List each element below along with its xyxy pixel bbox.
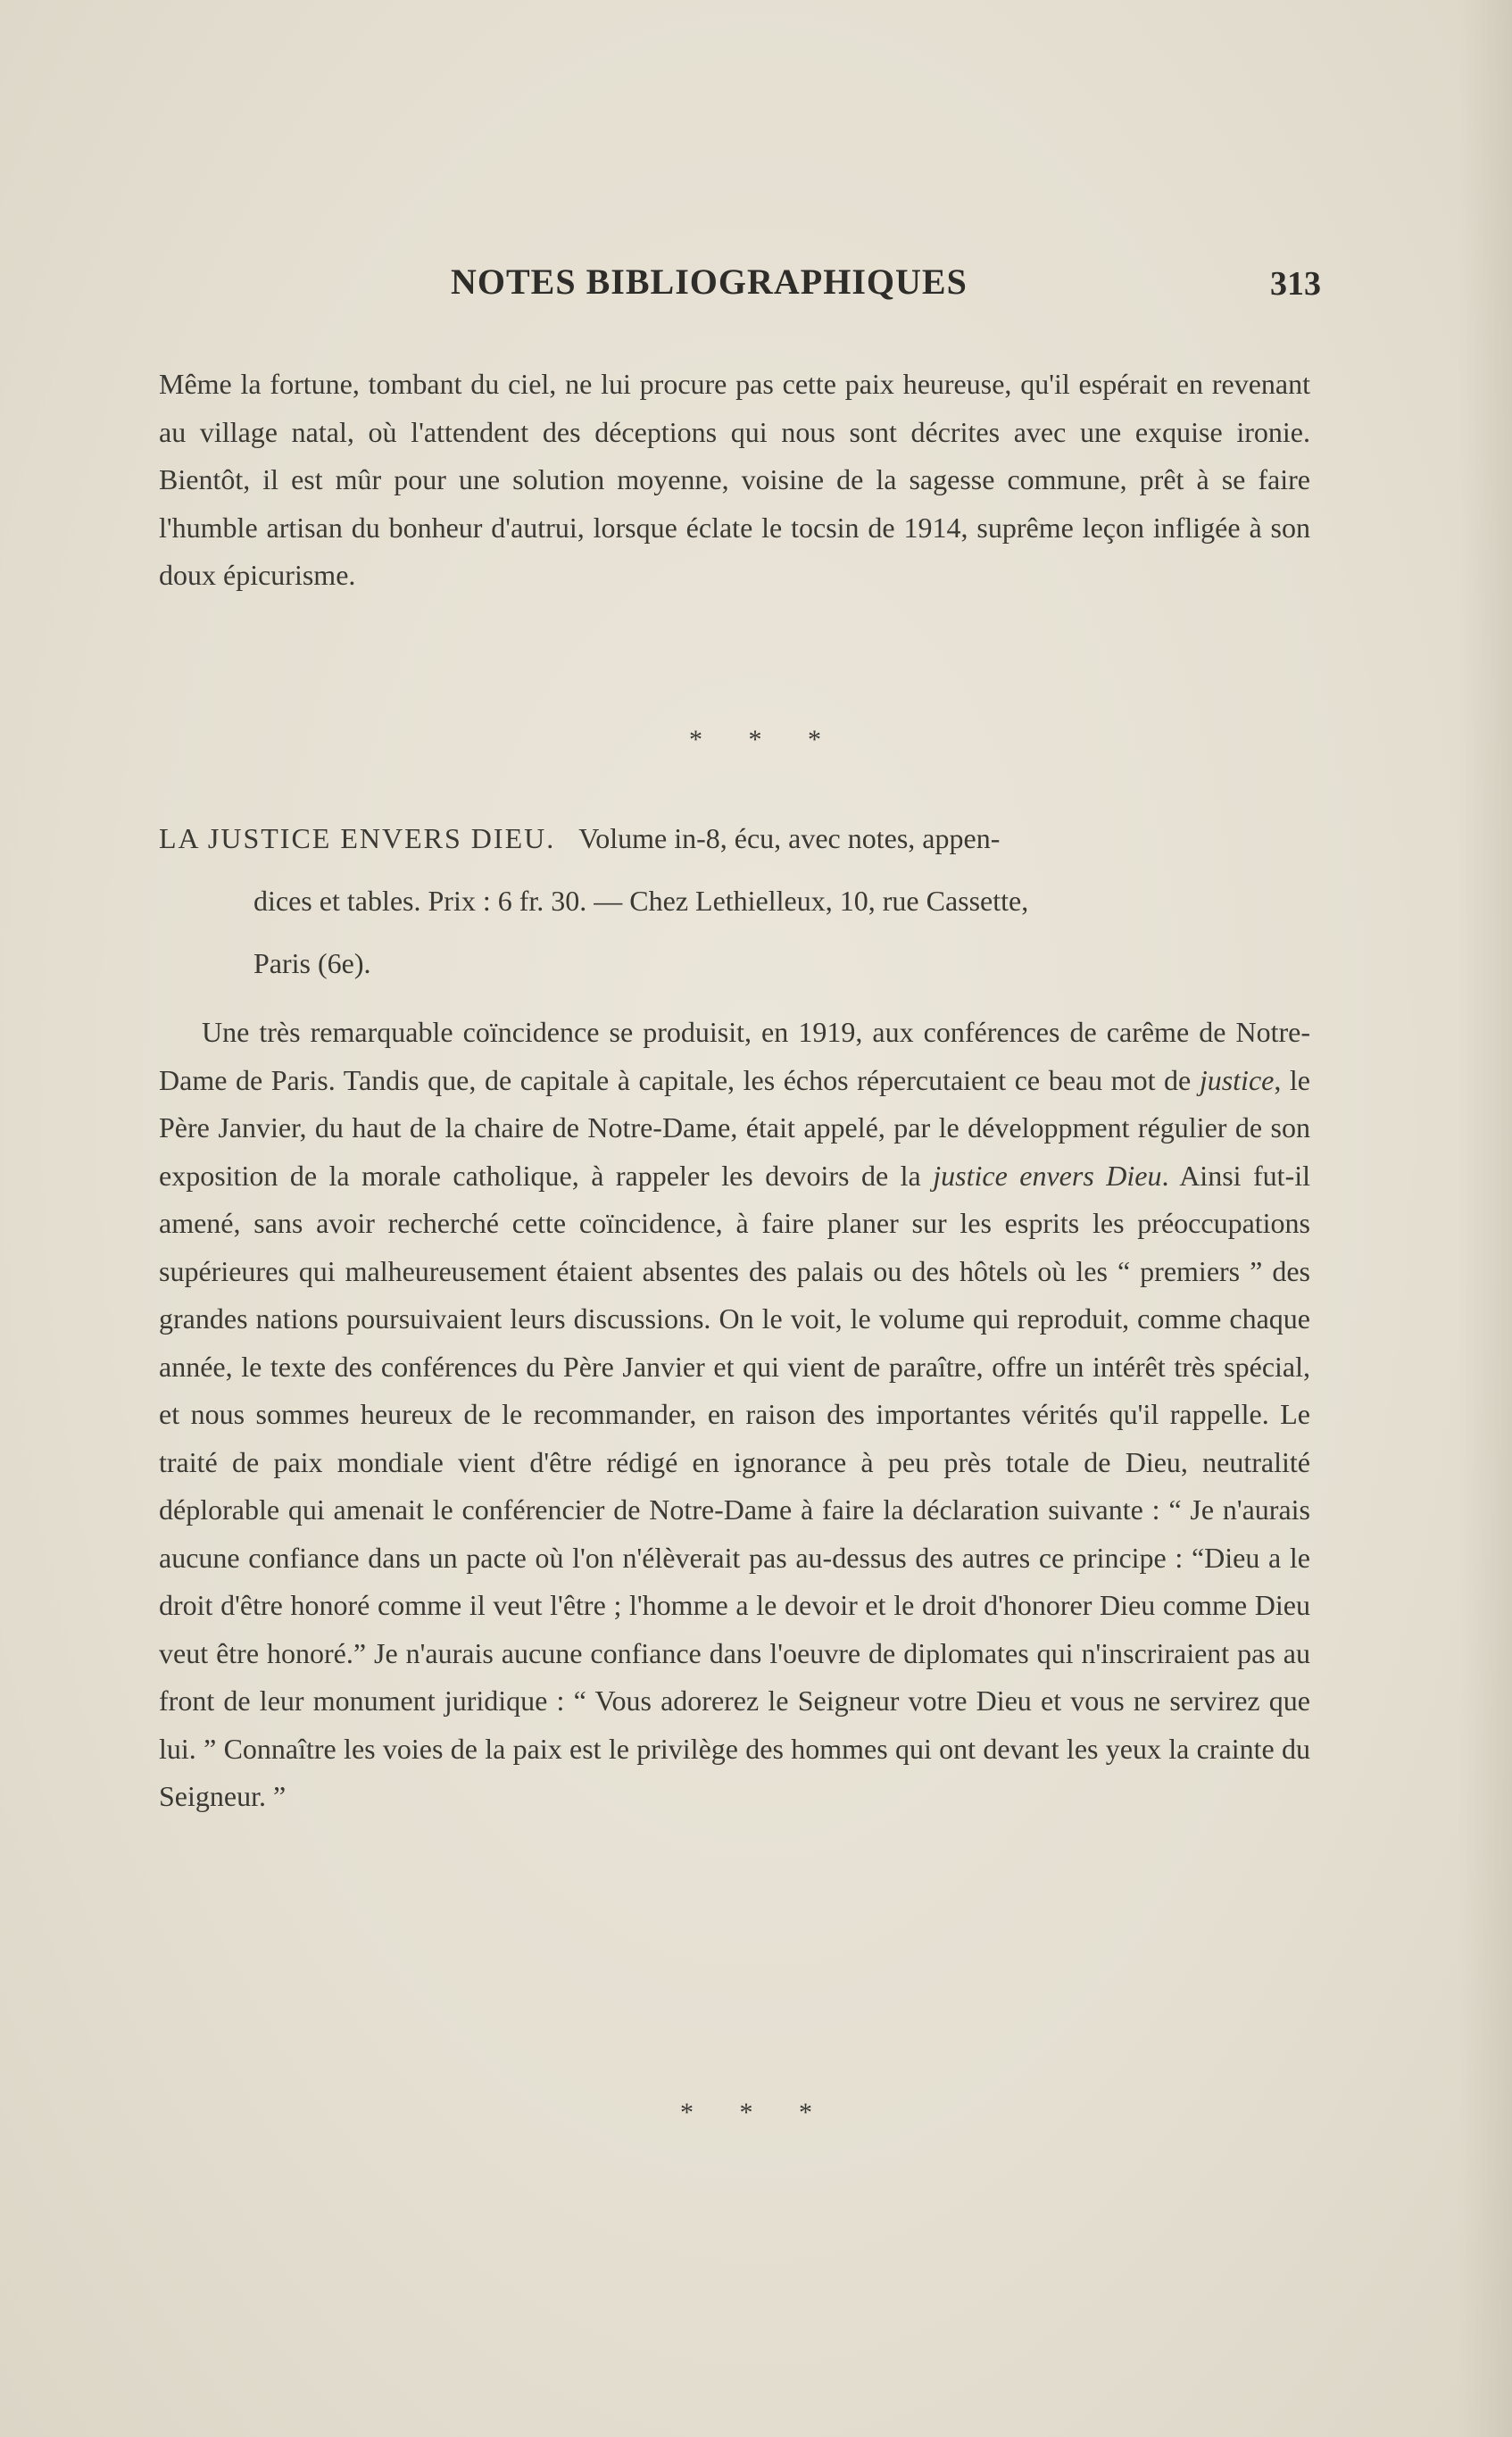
- paragraph-2-italic-justice: justice: [1199, 1063, 1275, 1096]
- paragraph-2-italic-justice-envers-dieu: justice envers Dieu: [933, 1159, 1162, 1192]
- review-paragraph-2: [159, 1009, 1310, 1821]
- entry-details-3: Paris (6e).: [253, 947, 371, 979]
- paragraph-1-text: Même la fortune, tombant du ciel, ne lui procure pas cette paix heureuse, qu'il espérait en revenant au village natal, où l'attendent des déceptions qui nous sont décrites avec une exquise ironie. Bientôt, il est mûr pour une solution moyenne, voisine de la sagesse commune, prêt à se faire l'humble artisan du bonheur d'autrui, lorsque éclate le tocsin de 1914, suprême leçon infligée à son doux épicurisme.: [159, 368, 1310, 591]
- paragraph-2-part-3: . Ainsi fut-il amené, sans avoir recherché cette coïncidence, à faire planer sur les esprits les préoccupations supérieures qui malheureusement étaient absentes des palais ou des hôtels où les “ premiers ” des grandes nations poursuivaient leurs discussions. On le voit, le volume qui reproduit, comme chaque année, le texte des conférences du Père Janvier et qui vient de paraître, offre un intérêt très spécial, et nous sommes heureux de le recommander, en raison des importantes vérités qu'il rappelle. Le traité de paix mondiale vient d'être rédigé en ignorance à peu près totale de Dieu, neutralité déplorable qui amenait le conférencier de Notre-Dame à faire la déclaration suivante : “ Je n'aurais aucune confiance dans un pacte où l'on n'élèverait pas au-dessus des autres ce principe : “Dieu a le droit d'être honoré comme il veut l'être ; l'homme a le devoir et le droit d'honorer Dieu comme Dieu veut être honoré.” Je n'aurais aucune confiance dans l'oeuvre de diplomates qui n'inscriraient pas au front de leur monument juridique : “ Vous adorerez le Seigneur votre Dieu et vous ne servirez que lui. ” Connaître les voies de la paix est le privilège des hommes qui ont devant les yeux la crainte du Seigneur. ”: [159, 1159, 1311, 1812]
- section-separator-2: * * *: [680, 2098, 832, 2127]
- section-separator-1: * * *: [689, 725, 841, 754]
- entry-title: LA JUSTICE ENVERS DIEU.: [159, 822, 556, 854]
- running-title: NOTES BIBLIOGRAPHIQUES: [451, 262, 968, 302]
- bibliographic-entry: [159, 807, 1310, 994]
- entry-details-1: Volume in-8, écu, avec notes, appen-: [578, 822, 1001, 854]
- review-paragraph-1: [159, 361, 1310, 600]
- paragraph-2-part-2: , le Père Janvier, du haut de la chaire de Notre-Dame, était appelé, par le développment régulier de son exposition de la morale catholique, à rappeler les devoirs de la: [159, 1063, 1311, 1192]
- paragraph-2-part-1: Une très remarquable coïncidence se produisit, en 1919, aux conférences de carême de Notre-Dame de Paris. Tandis que, de capitale à capitale, les échos répercutaient ce beau mot de: [159, 1016, 1310, 1096]
- page-header: [161, 261, 1321, 314]
- entry-details-2: dices et tables. Prix : 6 fr. 30. — Chez Lethielleux, 10, rue Cassette,: [253, 885, 1029, 917]
- page-edge-shadow: [1458, 0, 1512, 2437]
- page-number: 313: [1270, 265, 1321, 303]
- entry-line-1: [159, 807, 1310, 869]
